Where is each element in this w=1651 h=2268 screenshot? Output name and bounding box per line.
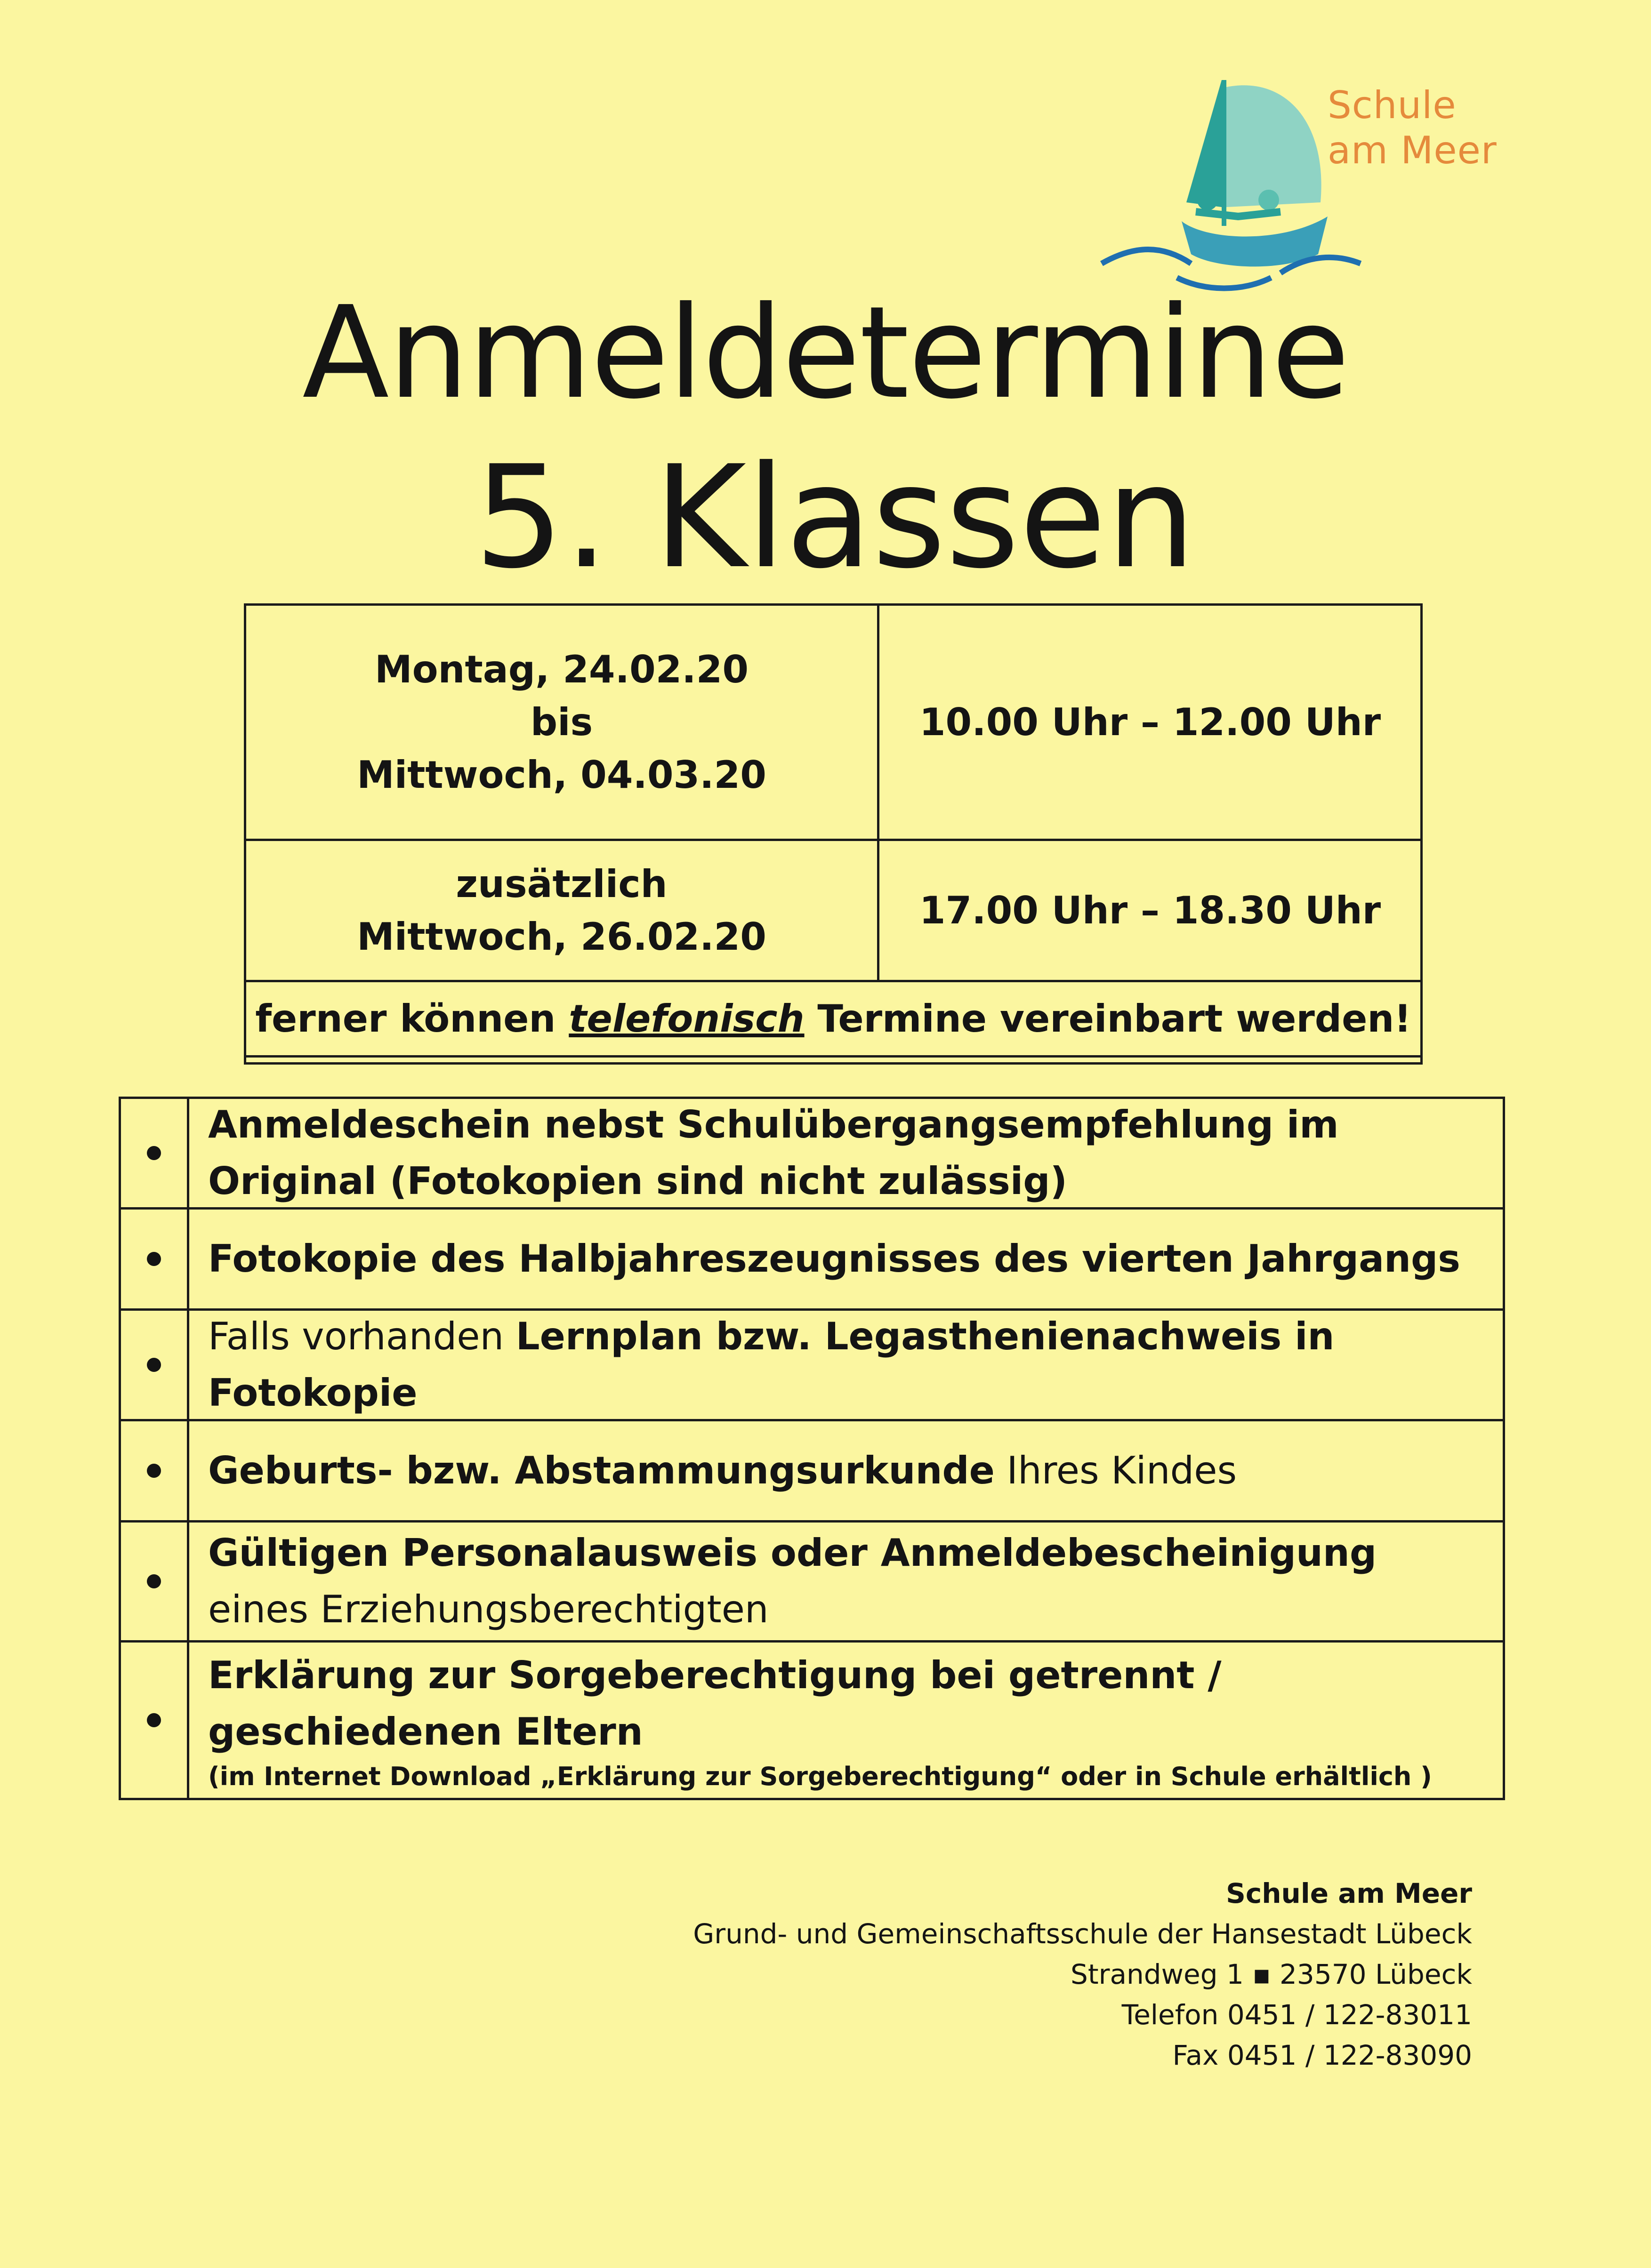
list-item [121,1523,1503,1643]
school-name: Schule am Meer [1226,1877,1472,1909]
schedule-row [246,606,1420,841]
logo-line2: am Meer [1328,128,1497,172]
list-item [121,1099,1503,1210]
document-text-prefix: Falls vorhanden [208,1314,516,1358]
document-text: Fotokopie des Halbjahreszeugnisses des vierten Jahrgangs [208,1237,1460,1281]
date-line: Mittwoch, 04.03.20 [357,753,766,797]
list-item [121,1210,1503,1311]
school-phone: Telefon 0451 / 122-83011 [1121,1999,1472,2031]
phone-appointment-note [244,980,1423,1058]
bullet-icon [147,1146,161,1160]
document-text: Anmeldeschein nebst Schulübergangsempfehlung im Original (Fotokopien sind nicht zulässig) [208,1103,1339,1203]
schedule-date [246,841,879,980]
document-text: Erklärung zur Sorgeberechtigung bei getrennt / geschiedenen Eltern [208,1653,1222,1754]
date-line: zusätzlich [456,862,668,906]
bullet-icon [147,1713,161,1727]
document-text: Lernplan bzw. Legasthenienachweis in Fotokopie [208,1314,1335,1415]
bullet-icon [147,1464,161,1478]
schedule-row [246,841,1420,982]
date-line: bis [530,700,593,744]
note-emphasis: telefonisch [569,997,805,1041]
document-text-suffix: Ihres Kindes [994,1449,1237,1492]
schedule-time: 17.00 Uhr – 18.30 Uhr [919,888,1381,932]
document-hint: (im Internet Download „Erklärung zur Sorgeberechtigung“ oder in Schule erhältlich ) [208,1762,1432,1791]
note-text: ferner können [255,997,569,1041]
page-title: Anmeldetermine [302,279,1349,427]
bullet-icon [147,1574,161,1588]
bullet-icon [147,1358,161,1372]
school-logo [1083,66,1506,292]
school-fax: Fax 0451 / 122-83090 [1172,2039,1472,2071]
list-item [121,1311,1503,1421]
school-contact [693,1873,1472,2076]
documents-list [119,1097,1505,1800]
bullet-icon [147,1252,161,1266]
sailboat-icon [1083,66,1365,292]
schedule-time: 10.00 Uhr – 12.00 Uhr [919,700,1381,744]
list-item [121,1421,1503,1523]
note-text: Termine vereinbart werden! [804,997,1411,1041]
school-type: Grund- und Gemeinschaftsschule der Hansestadt Lübeck [693,1918,1472,1950]
document-text: Gültigen Personalausweis oder Anmeldebescheinigung [208,1531,1377,1575]
date-line: Mittwoch, 26.02.20 [357,914,766,959]
list-item [121,1643,1503,1798]
document-text: Geburts- bzw. Abstammungsurkunde [208,1449,995,1492]
school-address: Strandweg 1 ▪ 23570 Lübeck [1071,1958,1472,1990]
date-line: Montag, 24.02.20 [374,647,749,691]
document-text-line2: eines Erziehungsberechtigten [208,1587,769,1631]
logo-line1: Schule [1328,83,1457,127]
page-subtitle: 5. Klassen [474,435,1196,600]
schedule-date [246,606,879,839]
